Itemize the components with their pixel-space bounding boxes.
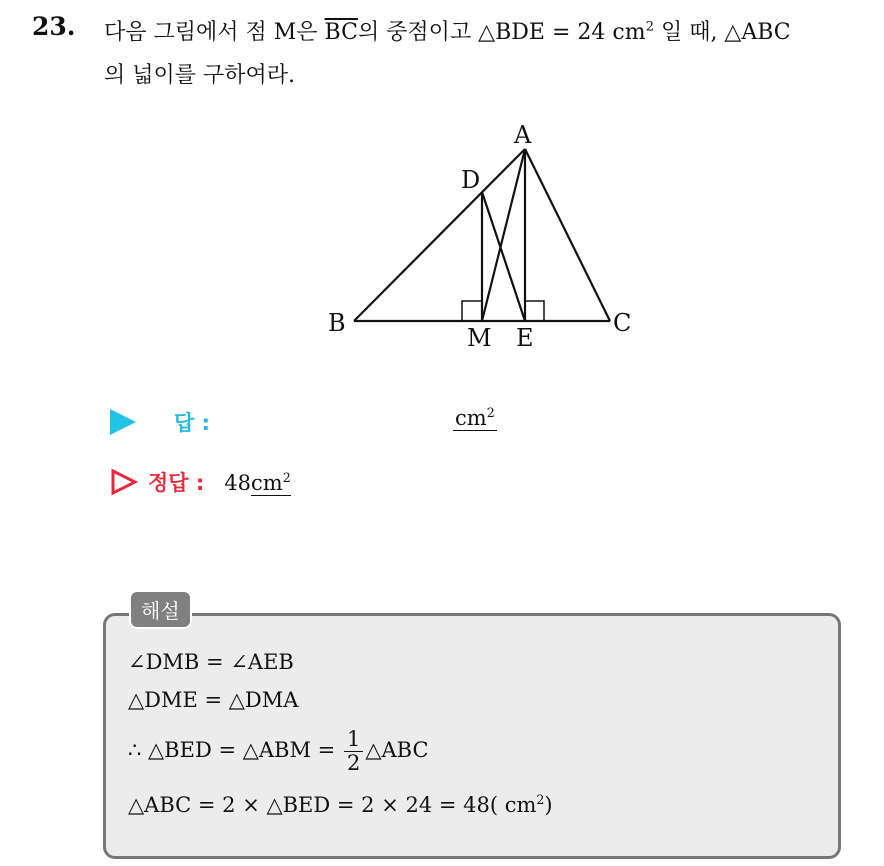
question-text-line2: 의 넓이를 구하여라.: [104, 63, 295, 88]
correct-marker-icon: [110, 468, 138, 496]
explanation-line-3-prefix: ∴ △BED = △ABM =: [128, 738, 342, 763]
question-text-part2: 의 중점이고 △BDE = 24 cm: [357, 20, 646, 45]
answer-marker-icon: [110, 409, 136, 435]
area-unit-exponent: 2: [645, 19, 654, 35]
label-c: C: [613, 309, 632, 337]
question-text-line1: [104, 15, 791, 46]
explanation-tag: 해설: [129, 590, 192, 629]
segment-am-line: [482, 149, 525, 321]
explanation-line-3-suffix: △ABC: [365, 738, 429, 763]
explanation-line-1: ∠DMB = ∠AEB: [128, 650, 294, 674]
segment-de-line: [482, 192, 525, 321]
answer-label: 답 :: [174, 411, 210, 435]
explanation-line-2: △DME = △DMA: [128, 688, 299, 712]
question-number: 23.: [32, 12, 76, 41]
answer-row: [110, 407, 210, 437]
correct-answer-label: 정답 :: [148, 471, 205, 495]
answer-unit: cm: [455, 406, 487, 430]
triangle-figure: [320, 112, 650, 362]
label-b: B: [328, 309, 346, 337]
segment-bc: $\overline{BC}$: [324, 20, 358, 45]
label-a: A: [514, 121, 532, 149]
explanation-line-3: [128, 728, 429, 775]
question-text-part3: 일 때, △ABC: [653, 20, 791, 45]
correct-answer-value: [224, 470, 290, 495]
explanation-unit-exponent: 2: [536, 792, 545, 807]
correct-answer-unit: $cm^2$: [251, 469, 291, 495]
right-angle-mark-e: [525, 301, 544, 321]
correct-answer-number: 48: [224, 470, 252, 495]
answer-blank[interactable]: [453, 405, 497, 431]
correct-answer-row: [110, 467, 291, 497]
explanation-line-4: △ABC = 2 × △BED = 2 × 24 = 48( $cm^2$): [128, 792, 553, 817]
label-e: E: [516, 324, 534, 352]
segment-ba-line: [354, 149, 525, 321]
right-angle-mark-m: [462, 301, 482, 321]
label-m: M: [467, 324, 492, 352]
fraction-one-half: $\frac{1}{2}$: [344, 728, 363, 775]
question-text-part1: 다음 그림에서 점 M은: [104, 20, 325, 45]
segment-ac-line: [525, 149, 610, 321]
answer-unit-exponent: 2: [486, 405, 495, 420]
label-d: D: [461, 166, 481, 194]
